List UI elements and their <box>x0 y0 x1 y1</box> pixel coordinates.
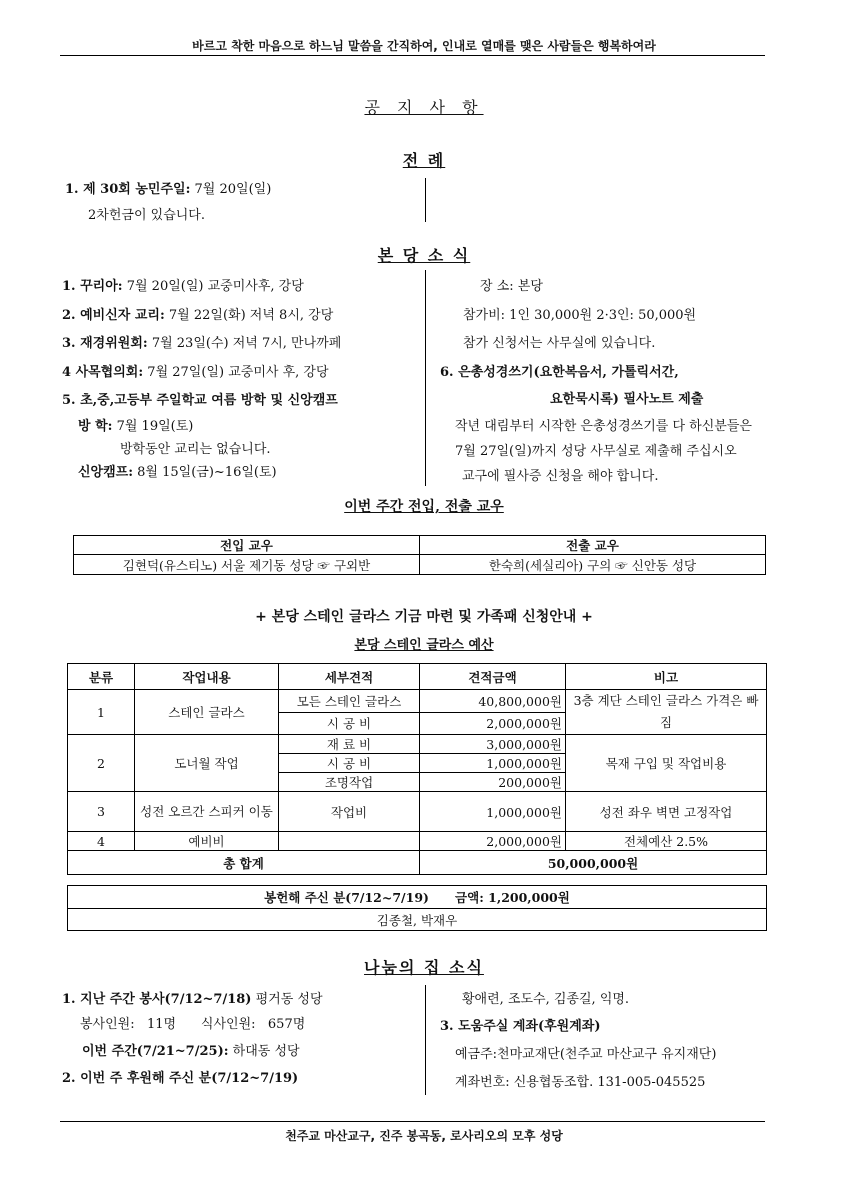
row2a-amount: 3,000,000원 <box>420 735 566 754</box>
liturgy-divider <box>425 178 426 222</box>
news-item-5-title: 5. 초,중,고등부 주일학교 여름 방학 및 신앙캠프 <box>62 393 338 408</box>
row3-detail: 작업비 <box>279 792 420 832</box>
sharing-item-2: 2. 이번 주 후원해 주신 분(7/12~7/19) <box>62 1071 299 1086</box>
col-amount: 견적금액 <box>420 664 566 690</box>
liturgy-item-1-note: 2차헌금이 있습니다. <box>88 208 205 223</box>
notice-title: 공 지 사 항 <box>364 98 484 117</box>
sharing-account: 계좌번호: 신용협동조합. 131-005-045525 <box>455 1075 706 1090</box>
row1-no: 1 <box>68 690 135 735</box>
transfer-out-value: 한숙희(세실리아) 구의 ☞ 신안동 성당 <box>420 555 766 575</box>
vacation-note: 방학동안 교리는 없습니다. <box>120 442 271 457</box>
transfer-in-header: 전입 교우 <box>74 536 420 555</box>
sharing-volunteers: 봉사인원: 11명 식사인원: 657명 <box>80 1017 306 1032</box>
header-motto: 바르고 착한 마음으로 하느님 말씀을 간직하여, 인내로 열매를 맺은 사람들은 행복하여라 <box>192 39 656 53</box>
col-work: 작업내용 <box>135 664 279 690</box>
stained-glass-banner: + 본당 스테인 글라스 기금 마련 및 가족패 신청안내 + <box>255 609 593 625</box>
row4-amount: 2,000,000원 <box>420 832 566 851</box>
stained-glass-subtitle: 본당 스테인 글라스 예산 <box>354 638 494 653</box>
row1a-amount: 40,800,000원 <box>420 690 566 713</box>
row3-no: 3 <box>68 792 135 832</box>
vacation-line: 방 학: 7월 19일(토) <box>78 419 194 434</box>
parish-news-heading: 본 당 소 식 <box>377 246 471 265</box>
header-rule <box>60 55 765 56</box>
camp-place: 장 소: 본당 <box>480 279 543 294</box>
sharing-divider <box>425 985 426 1095</box>
row2b-amount: 1,000,000원 <box>420 754 566 773</box>
row2a-detail: 재 료 비 <box>279 735 420 754</box>
sharing-heading: 나눔의 집 소식 <box>364 958 484 977</box>
total-value: 50,000,000원 <box>420 851 767 875</box>
row3-note: 성전 좌우 벽면 고정작업 <box>566 792 767 832</box>
camp-fee: 참가비: 1인 30,000원 2·3인: 50,000원 <box>463 308 697 323</box>
row1a-detail: 모든 스테인 글라스 <box>279 690 420 713</box>
news-item-4: 4 사목협의회: 7월 27일(일) 교중미사 후, 강당 <box>62 365 329 380</box>
col-category: 분류 <box>68 664 135 690</box>
sharing-depositor: 예금주:천마교재단(천주교 마산교구 유지재단) <box>455 1047 717 1062</box>
row2-work: 도너월 작업 <box>135 735 279 792</box>
news-item-6-desc-2: 7월 27일(일)까지 성당 사무실로 제출해 주십시오 <box>455 444 737 459</box>
liturgy-item-1: 1. 제 30회 농민주일: 7월 20일(일) <box>65 182 272 197</box>
row1-work: 스테인 글라스 <box>135 690 279 735</box>
sharing-item-3: 3. 도움주실 계좌(후원계좌) <box>440 1019 601 1034</box>
sharing-donors: 황애련, 조도수, 김종길, 익명. <box>462 992 630 1007</box>
news-item-6-title-1: 6. 은총성경쓰기(요한복음서, 가톨릭서간, <box>440 365 679 380</box>
news-item-6-desc-3: 교구에 필사증 신청을 해야 합니다. <box>462 469 659 484</box>
budget-table <box>67 663 767 875</box>
news-item-3: 3. 재경위원회: 7월 23일(수) 저녁 7시, 만나까페 <box>62 336 342 351</box>
donation-header: 봉헌해 주신 분(7/12~7/19) 금액: 1,200,000원 <box>68 886 767 909</box>
row3-work: 성전 오르간 스피커 이동 <box>135 792 279 832</box>
liturgy-heading: 전 례 <box>402 151 446 170</box>
donation-table <box>67 885 767 931</box>
news-item-6-title-2: 요한묵시록) 필사노트 제출 <box>550 392 704 407</box>
transfer-in-value: 김현덕(유스티노) 서울 제기동 성당 ☞ 구외반 <box>74 555 420 575</box>
row1b-detail: 시 공 비 <box>279 712 420 735</box>
news-item-2: 2. 예비신자 교리: 7월 22일(화) 저녁 8시, 강당 <box>62 308 334 323</box>
row2b-detail: 시 공 비 <box>279 754 420 773</box>
row2c-amount: 200,000원 <box>420 773 566 792</box>
news-item-1: 1. 꾸리아: 7월 20일(일) 교중미사후, 강당 <box>62 279 304 294</box>
row3-amount: 1,000,000원 <box>420 792 566 832</box>
col-detail: 세부견적 <box>279 664 420 690</box>
footer-rule <box>60 1121 765 1122</box>
donation-names: 김종철, 박재우 <box>68 909 767 931</box>
row4-note: 전체예산 2.5% <box>566 832 767 851</box>
transfer-table <box>73 535 766 575</box>
transfer-heading: 이번 주간 전입, 전출 교우 <box>344 499 504 515</box>
row2c-detail: 조명작업 <box>279 773 420 792</box>
news-divider <box>425 270 426 486</box>
transfer-out-header: 전출 교우 <box>420 536 766 555</box>
sharing-item-1: 1. 지난 주간 봉사(7/12~7/18) 평거동 성당 <box>62 992 323 1007</box>
row4-work: 예비비 <box>135 832 279 851</box>
camp-line: 신앙캠프: 8월 15일(금)~16일(토) <box>78 465 277 480</box>
row2-note: 목재 구입 및 작업비용 <box>566 735 767 792</box>
row1-note: 3층 계단 스테인 글라스 가격은 빠짐 <box>566 690 767 735</box>
total-label: 총 합계 <box>68 851 420 875</box>
row2-no: 2 <box>68 735 135 792</box>
row4-detail <box>279 832 420 851</box>
sharing-this-week: 이번 주간(7/21~7/25): 하대동 성당 <box>82 1044 300 1059</box>
footer-text: 천주교 마산교구, 진주 봉곡동, 로사리오의 모후 성당 <box>285 1129 563 1143</box>
col-note: 비고 <box>566 664 767 690</box>
news-item-6-desc-1: 작년 대림부터 시작한 은총성경쓰기를 다 하신분들은 <box>455 419 752 434</box>
row1b-amount: 2,000,000원 <box>420 712 566 735</box>
row4-no: 4 <box>68 832 135 851</box>
camp-apply: 참가 신청서는 사무실에 있습니다. <box>463 336 656 351</box>
